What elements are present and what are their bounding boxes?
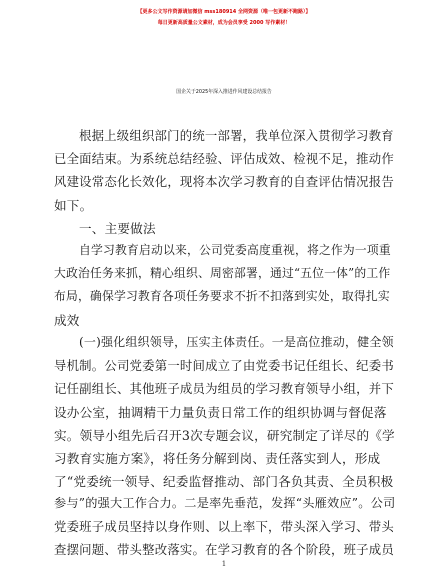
body-line: 习教育实施方案》，将任务分解到岗、责任落实到人，形成: [54, 451, 381, 466]
body-line: 了“党委统一领导、纪委监督推动、部门各负其责、全员积极: [54, 474, 394, 489]
body-line: 如下。: [54, 198, 93, 213]
body-line: 大政治任务来抓，精心组织、周密部署，通过“五位一体”的工作: [54, 266, 391, 280]
body-line: 党委班子成员坚持以身作则、以上率下，带头深入学习、带头: [54, 519, 394, 534]
promo-banner-line-1: 【更多公文写作资源请加微信 mss180914 全网资源（唯一包更新不跑路）】: [137, 9, 311, 15]
body-line: (一)强化组织领导，压实主体责任。一是高位推动，健全领: [79, 335, 394, 349]
section-heading: 一、主要做法: [79, 221, 156, 236]
body-line: 已全面结束。为系统总结经验、评估成效、检视不足，推动作: [54, 151, 394, 166]
promo-banner-line-2: 每日更新高质量公文素材，成为会员享受 2000 写作素材！: [157, 20, 291, 26]
body-line: 成效: [54, 313, 80, 328]
body-line: 导机制。公司党委第一时间成立了由党委书记任组长、纪委书: [54, 358, 394, 373]
body-line: 根据上级组织部门的统一部署，我单位深入贯彻学习教育: [79, 128, 394, 143]
document-title: 国企关于2025年深入推进作风建设总结报告: [176, 89, 272, 95]
body-line: 记任副组长、其他班子成员为组员的学习教育领导小组，并下: [54, 381, 394, 396]
body-line: 自学习教育启动以来，公司党委高度重视，将之作为一项重: [79, 243, 391, 257]
body-line: 布局，确保学习教育各项任务要求不折不扣落到实处，取得扎实: [54, 289, 390, 303]
body-line: 实。领导小组先后召开3次专题会议，研究制定了详尽的《学: [54, 428, 395, 443]
body-line: 参与”的强大工作合力。二是率先垂范，发挥“头雁效应”。公司: [54, 496, 396, 510]
body-line: 风建设常态化长效化，现将本次学习教育的自查评估情况报告: [54, 174, 394, 189]
page-number: 1: [221, 560, 227, 568]
body-line: 设办公室，抽调精干力量负责日常工作的组织协调与督促落: [54, 405, 387, 420]
body-line: 查摆问题、带头整改落实。在学习教育的各个阶段，班子成员: [54, 542, 394, 557]
